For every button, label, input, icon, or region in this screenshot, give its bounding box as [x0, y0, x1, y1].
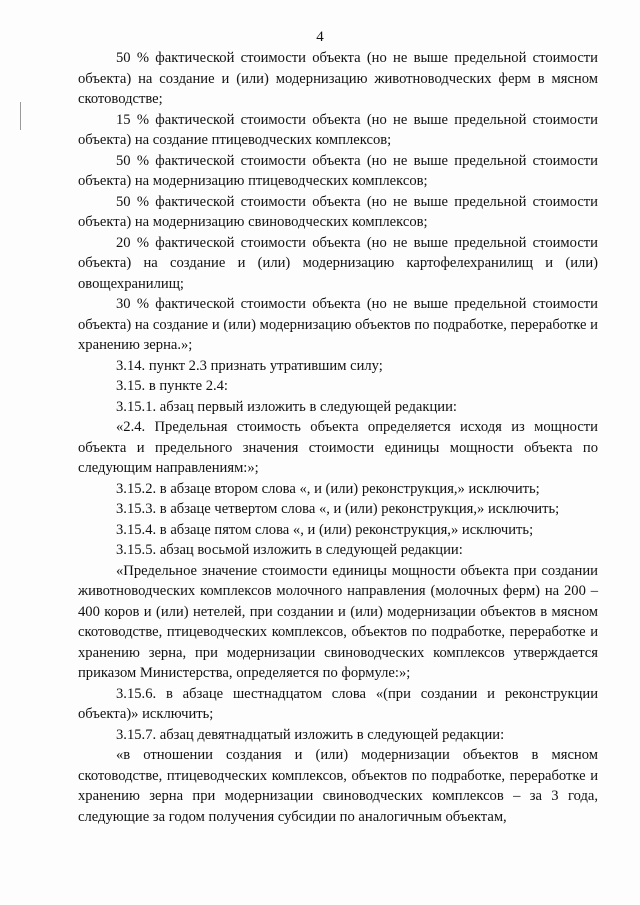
paragraph: 50 % фактической стоимости объекта (но не выше предельной стоимости объекта) на создание и (или) модернизацию животноводческих ферм в мясном скотоводстве; [78, 50, 598, 107]
paragraph: 3.14. пункт 2.3 признать утратившим силу; [116, 357, 383, 374]
paragraph: 30 % фактической стоимости объекта (но не выше предельной стоимости объекта) на создание и (или) модернизацию объектов по подработке, переработке и хранению зерна.»; [78, 296, 598, 353]
paragraph: 20 % фактической стоимости объекта (но не выше предельной стоимости объекта) на создание и (или) модернизацию картофелехранилищ и (или) овощехранилищ; [78, 234, 598, 292]
paragraph: 3.15. в пункте 2.4: [116, 378, 228, 394]
paragraph: 3.15.3. в абзаце четвертом слова «, и (или) реконструкция,» исключить; [116, 501, 560, 517]
paragraph: «в отношении создания и (или) модернизации объектов в мясном скотоводстве, птицеводческих комплексов, объектов по подработке, переработке и хранению зерна при модернизации свиноводческих комплексов – за 3 года, следующие за годом получения субсидии по аналогичным объектам, [78, 747, 598, 825]
paragraph: 15 % фактической стоимости объекта (но не выше предельной стоимости объекта) на создание птицеводческих комплексов; [78, 111, 598, 148]
paragraph: «Предельное значение стоимости единицы мощности объекта при создании животноводческих комплексов молочного направления (молочных ферм) на 200 – 400 коров и (или) нетелей, при создании и (или) модернизации объектов в мясном скотоводстве, птицеводческих комплексов, объектов по подработке, переработке и хранению зерна, при модернизации свиноводческих комплексов утверждается приказом Министерства, определяется по формуле:»; [78, 562, 598, 681]
paragraph: 50 % фактической стоимости объекта (но не выше предельной стоимости объекта) на модернизацию птицеводческих комплексов; [78, 152, 598, 189]
paragraph: 3.15.4. в абзаце пятом слова «, и (или) реконструкция,» исключить; [116, 521, 534, 538]
paragraph: 3.15.2. в абзаце втором слова «, и (или) реконструкция,» исключить; [116, 480, 540, 497]
paragraph: 3.15.7. абзац девятнадцатый изложить в следующей редакции: [116, 726, 505, 743]
paragraph: «2.4. Предельная стоимость объекта определяется исходя из мощности объекта и предельного значения стоимости единицы мощности объекта по следующим направлениям:»; [78, 419, 598, 476]
paragraph: 3.15.5. абзац восьмой изложить в следующей редакции: [116, 542, 463, 558]
paragraph: 3.15.1. абзац первый изложить в следующей редакции: [116, 398, 457, 415]
paragraph: 50 % фактической стоимости объекта (но не выше предельной стоимости объекта) на модернизацию свиноводческих комплексов; [78, 193, 598, 230]
margin-mark [20, 102, 21, 130]
page-number: 4 [316, 29, 324, 45]
document-body [78, 48, 598, 827]
paragraph: 3.15.6. в абзаце шестнадцатом слова «(при создании и реконструкции объекта)» исключить; [78, 685, 598, 722]
